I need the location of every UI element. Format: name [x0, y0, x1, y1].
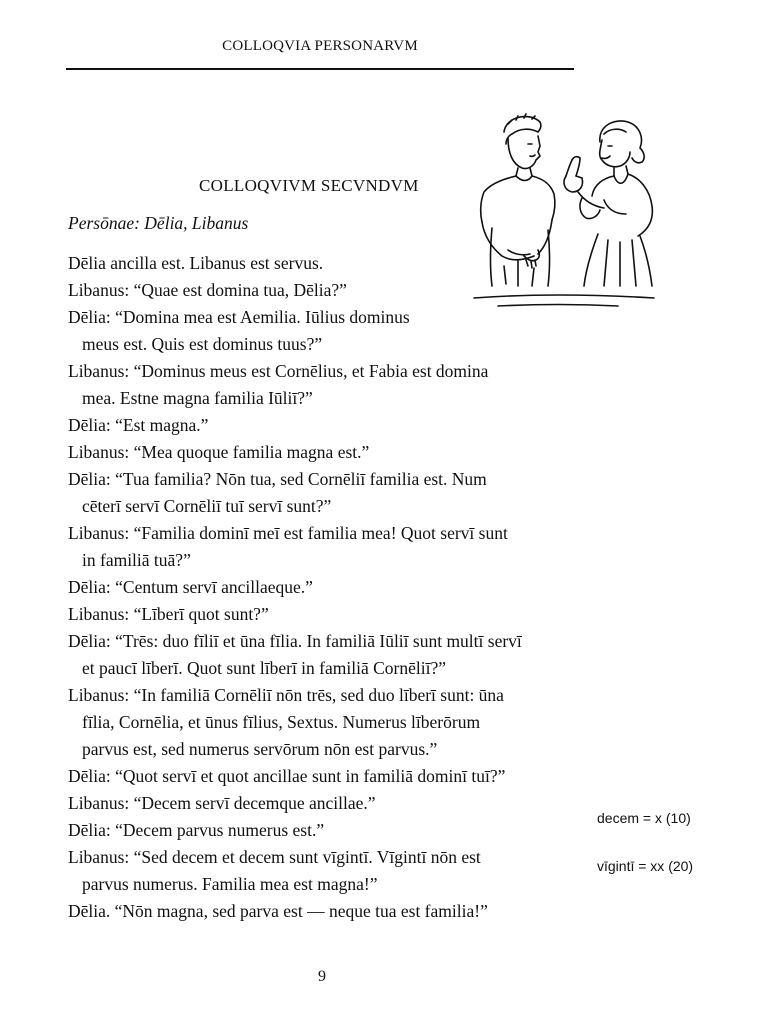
margin-gloss-viginti: vīgintī = xx (20) — [597, 858, 694, 874]
margin-gloss-decem: decem = x (10) — [597, 810, 691, 826]
dialogue-line-continuation: et paucī līberī. Quot sunt līberī in familiā Cornēliī?” — [82, 658, 446, 678]
dialogue-line: Libanus: “Līberī quot sunt?” — [68, 604, 269, 624]
dialogue-line: Libanus: “In familiā Cornēliī nōn trēs, sed duo līberī sunt: ūna — [68, 685, 504, 705]
personae-line: Persōnae: Dēlia, Libanus — [68, 213, 249, 233]
dialogue-line: Libanus: “Dominus meus est Cornēlius, et Fabia est domina — [68, 361, 489, 381]
dialogue-line: Dēlia: “Trēs: duo fīliī et ūna fīlia. In familiā Iūliī sunt multī servī — [68, 631, 522, 651]
dialogue-body — [68, 250, 588, 925]
dialogue-line: Libanus: “Decem servī decemque ancillae.” — [68, 793, 376, 813]
dialogue-line-continuation: parvus est, sed numerus servōrum nōn est parvus.” — [82, 739, 438, 759]
dialogue-line: Dēlia: “Decem parvus numerus est.” — [68, 820, 325, 840]
dialogue-line: Dēlia: “Est magna.” — [68, 415, 209, 435]
dialogue-line: Dēlia ancilla est. Libanus est servus. — [68, 253, 324, 273]
dialogue-line: Dēlia: “Centum servī ancillaeque.” — [68, 577, 313, 597]
dialogue-line: Dēlia: “Tua familia? Nōn tua, sed Cornēliī familia est. Num — [68, 469, 487, 489]
dialogue-line-continuation: mea. Estne magna familia Iūliī?” — [82, 388, 313, 408]
header-rule — [66, 68, 574, 70]
dialogue-line: Libanus: “Mea quoque familia magna est.” — [68, 442, 370, 462]
dialogue-line-continuation: cēterī servī Cornēliī tuī servī sunt?” — [82, 496, 332, 516]
dialogue-line: Libanus: “Sed decem et decem sunt vīgintī. Vīgintī nōn est — [68, 847, 481, 867]
dialogue-line-continuation: parvus numerus. Familia mea est magna!” — [82, 874, 378, 894]
dialogue-title: COLLOQVIVM SECVNDVM — [199, 176, 419, 195]
dialogue-line: Dēlia. “Nōn magna, sed parva est — neque tua est familia!” — [68, 901, 488, 921]
running-head: COLLOQVIA PERSONARVM — [222, 38, 418, 54]
dialogue-line: Dēlia: “Domina mea est Aemilia. Iūlius dominus — [68, 307, 410, 327]
page-number: 9 — [318, 968, 326, 985]
dialogue-line-continuation: fīlia, Cornēlia, et ūnus fīlius, Sextus. Numerus līberōrum — [82, 712, 481, 732]
dialogue-line-continuation: meus est. Quis est dominus tuus?” — [82, 334, 323, 354]
dialogue-line: Libanus: “Quae est domina tua, Dēlia?” — [68, 280, 347, 300]
dialogue-line: Dēlia: “Quot servī et quot ancillae sunt in familiā dominī tuī?” — [68, 766, 506, 786]
dialogue-line-continuation: in familiā tuā?” — [82, 550, 191, 570]
dialogue-line: Libanus: “Familia dominī meī est familia mea! Quot servī sunt — [68, 523, 508, 543]
